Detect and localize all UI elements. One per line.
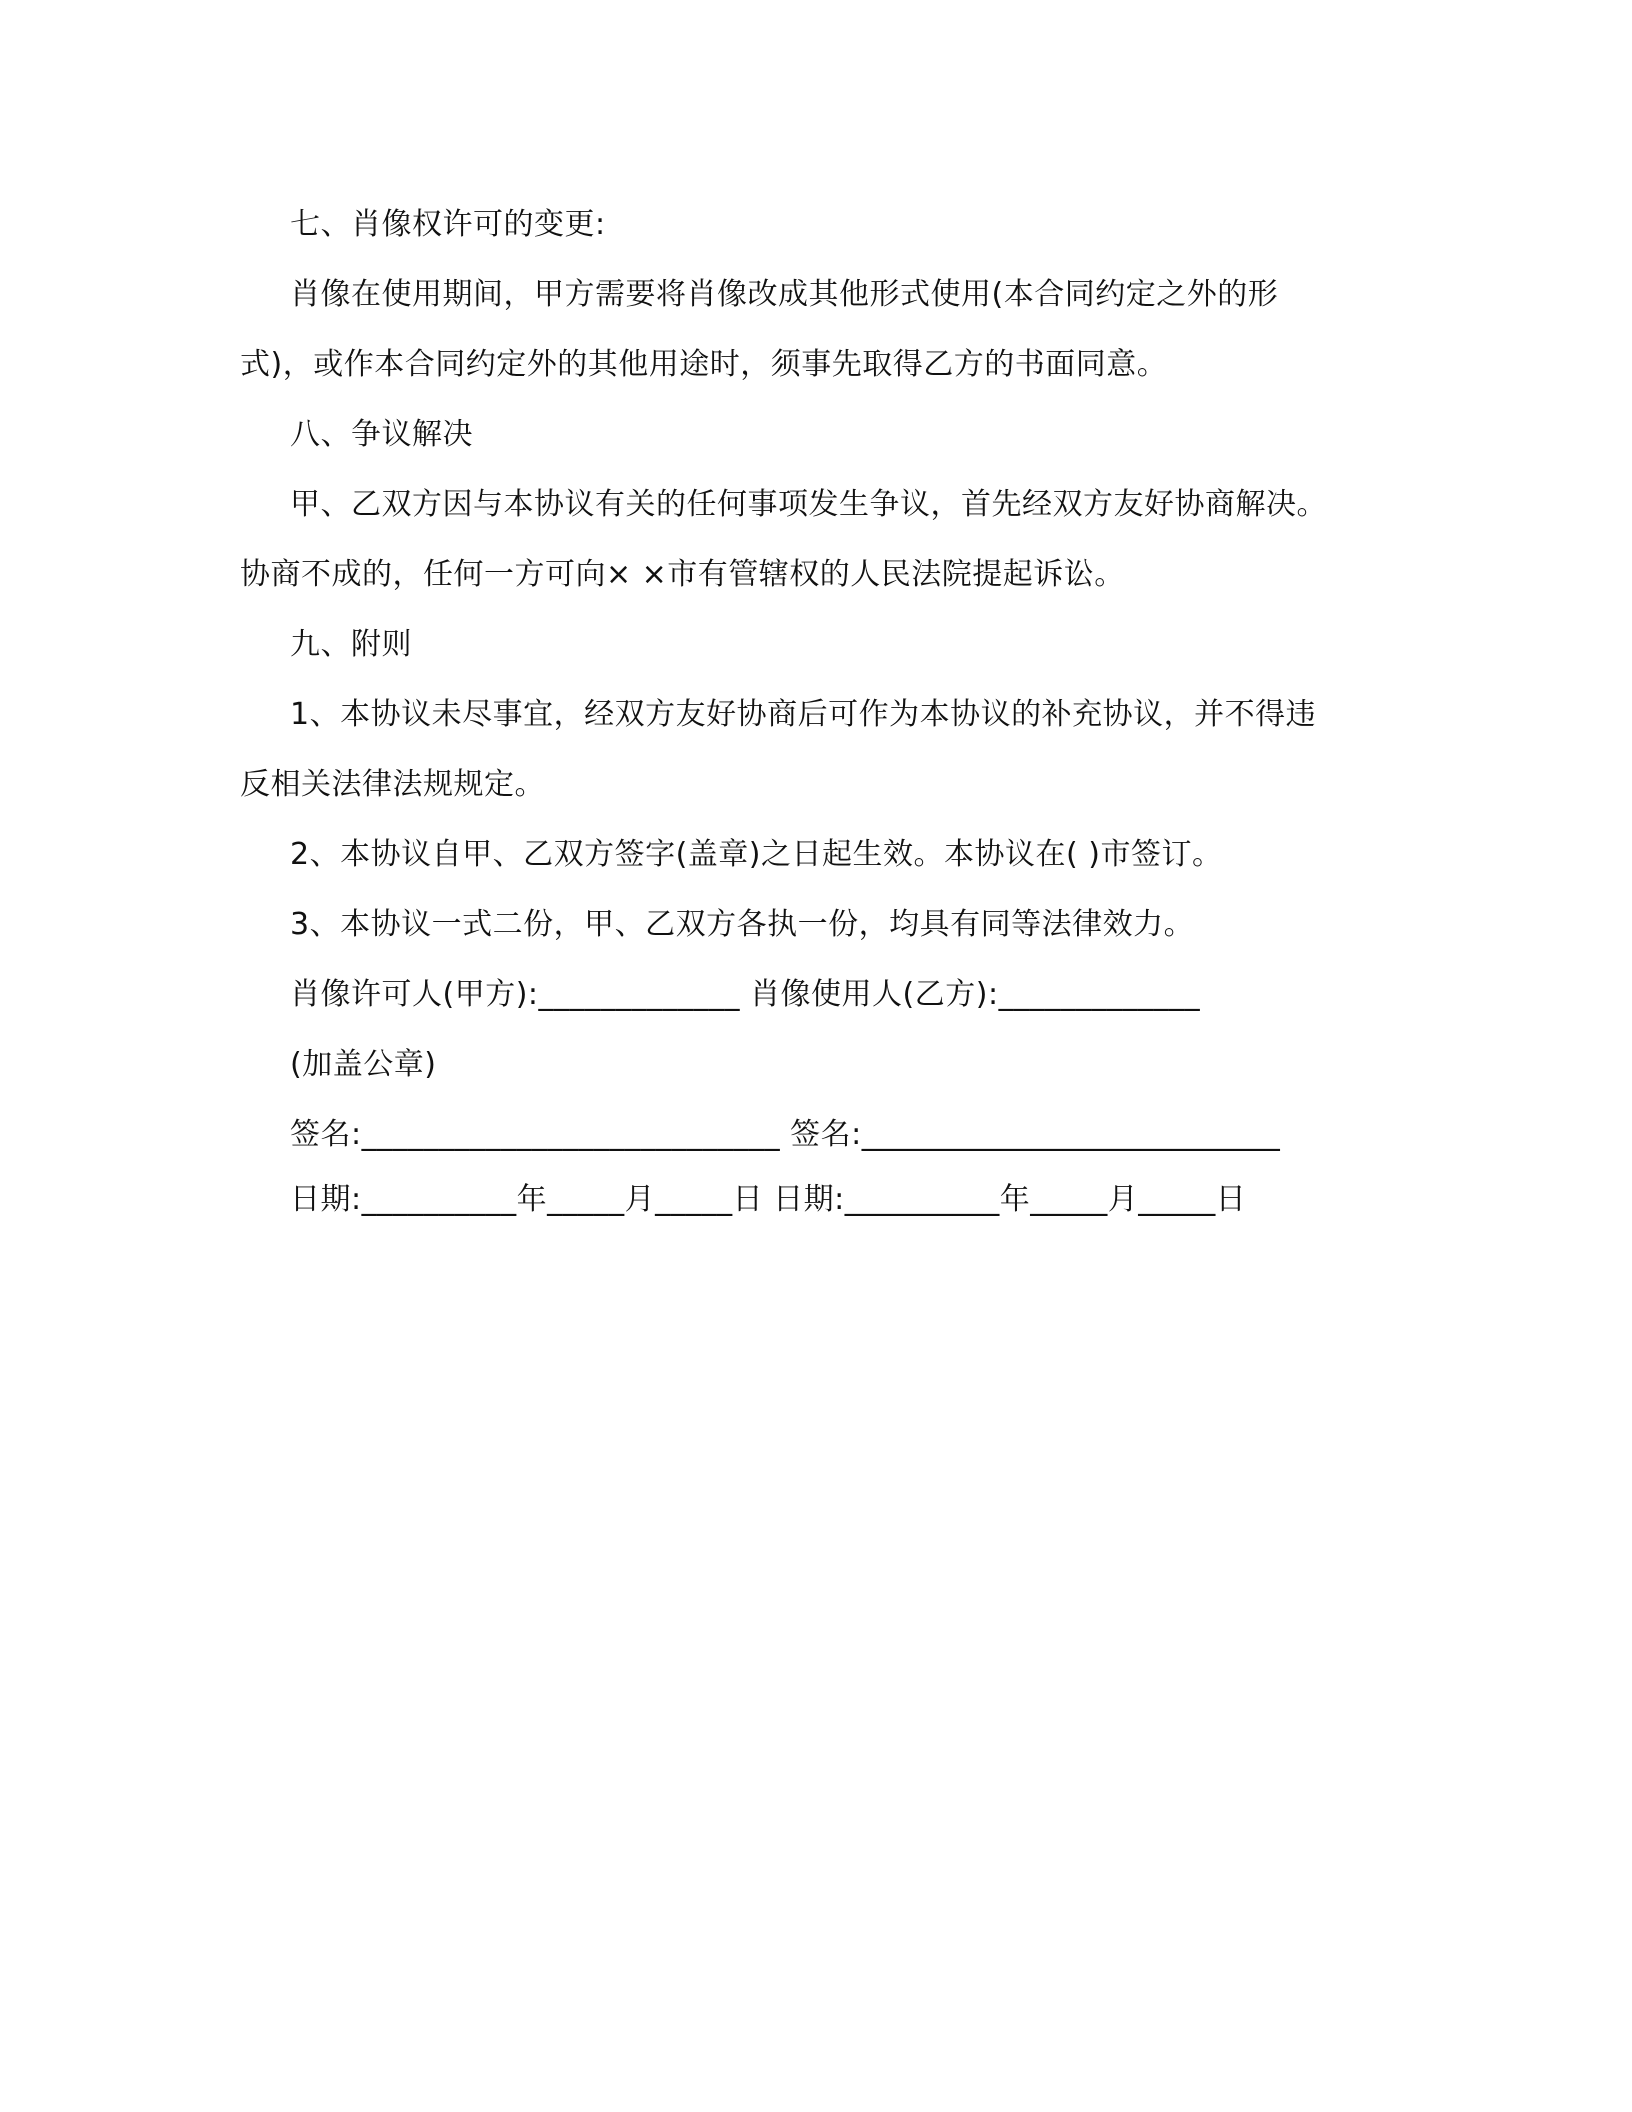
section-8-paragraph-line-1: 甲、乙双方因与本协议有关的任何事项发生争议，首先经双方友好协商解决。 [290,487,1327,522]
section-7-paragraph-line-2: 式)，或作本合同约定外的其他用途时，须事先取得乙方的书面同意。 [240,347,1168,382]
section-8-heading: 八、争议解决 [290,417,473,452]
section-9-item-1-line-1: 1、本协议未尽事宜，经双方友好协商后可作为本协议的补充协议，并不得违 [290,697,1317,732]
signature-name-line: 签名:___________________________ 签名:___________________________ [290,1117,1281,1152]
section-9-item-2: 2、本协议自甲、乙双方签字(盖章)之日起生效。本协议在( )市签订。 [290,837,1223,872]
section-8-paragraph-line-2: 协商不成的，任何一方可向× ×市有管辖权的人民法院提起诉讼。 [240,557,1125,592]
seal-note: (加盖公章) [290,1047,437,1082]
signature-date-line: 日期:__________年_____月_____日 日期:__________年_____月_____日 [290,1182,1247,1217]
signature-parties-line: 肖像许可人(甲方):_____________ 肖像使用人(乙方):_____________ [290,977,1201,1012]
section-9-item-3: 3、本协议一式二份，甲、乙双方各执一份，均具有同等法律效力。 [290,907,1195,942]
section-9-heading: 九、附则 [290,627,412,662]
section-7-heading: 七、肖像权许可的变更: [290,207,606,242]
section-7-paragraph-line-1: 肖像在使用期间，甲方需要将肖像改成其他形式使用(本合同约定之外的形 [290,277,1279,312]
section-9-item-1-line-2: 反相关法律法规规定。 [240,767,545,802]
